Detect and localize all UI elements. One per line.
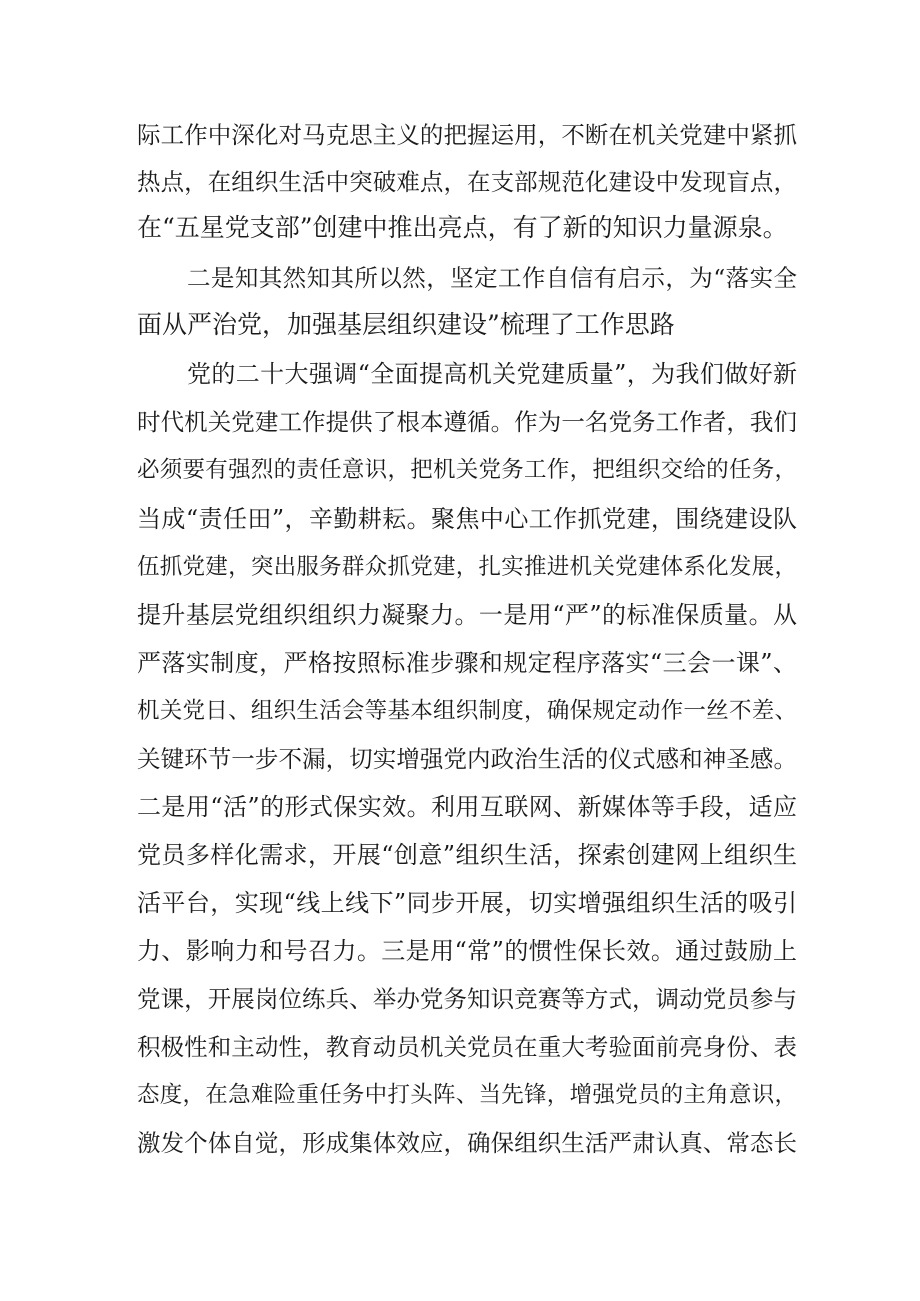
section-heading-line: 面从严治党，加强基层组织建设”梳理了工作思路: [137, 310, 675, 339]
section-heading-line: 二是知其然知其所以然，坚定工作自信有启示，为“落实全: [187, 264, 797, 292]
text-line: 二是用“活”的形式保实效。利用互联网、新媒体等手段，适应: [137, 793, 797, 821]
text-line: 时代机关党建工作提供了根本遵循。作为一名党务工作者，我们: [137, 408, 797, 436]
text-line: 严落实制度，严格按照标准步骤和规定程序落实“三会一课”、: [137, 649, 797, 677]
text-line: 际工作中深化对马克思主义的把握运用，不断在机关党建中紧抓: [137, 121, 797, 149]
text-line: 关键环节一步不漏，切实增强党内政治生活的仪式感和神圣感。: [137, 745, 797, 773]
text-line: 激发个体自觉，形成集体效应，确保组织生活严肃认真、常态长: [137, 1129, 797, 1157]
text-line: 党的二十大强调“全面提高机关党建质量”，为我们做好新: [187, 360, 797, 388]
text-line: 提升基层党组织组织力凝聚力。一是用“严”的标准保质量。从: [137, 601, 797, 629]
text-line: 积极性和主动性，教育动员机关党员在重大考验面前亮身份、表: [137, 1033, 797, 1061]
text-line: 必须要有强烈的责任意识，把机关党务工作，把组织交给的任务，: [137, 457, 797, 483]
text-line: 活平台，实现“线上线下”同步开展，切实增强组织生活的吸引: [137, 889, 797, 917]
text-line: 党课，开展岗位练兵、举办党务知识竞赛等方式，调动党员参与: [137, 985, 797, 1013]
text-line: 当成“责任田”，辛勤耕耘。聚焦中心工作抓党建，围绕建设队: [137, 505, 797, 533]
text-line: 机关党日、组织生活会等基本组织制度，确保规定动作一丝不差、: [137, 698, 797, 724]
text-line: 党员多样化需求，开展“创意”组织生活，探索创建网上组织生: [137, 841, 797, 869]
text-line: 热点，在组织生活中突破难点，在支部规范化建设中发现盲点，: [137, 168, 797, 196]
text-line: 力、影响力和号召力。三是用“常”的惯性保长效。通过鼓励上: [137, 937, 797, 965]
text-line: 在“五星党支部”创建中推出亮点，有了新的知识力量源泉。: [137, 213, 788, 242]
text-line: 伍抓党建，突出服务群众抓党建，扎实推进机关党建体系化发展，: [137, 554, 797, 580]
text-line: 态度，在急难险重任务中打头阵、当先锋，增强党员的主角意识，: [137, 1082, 797, 1108]
